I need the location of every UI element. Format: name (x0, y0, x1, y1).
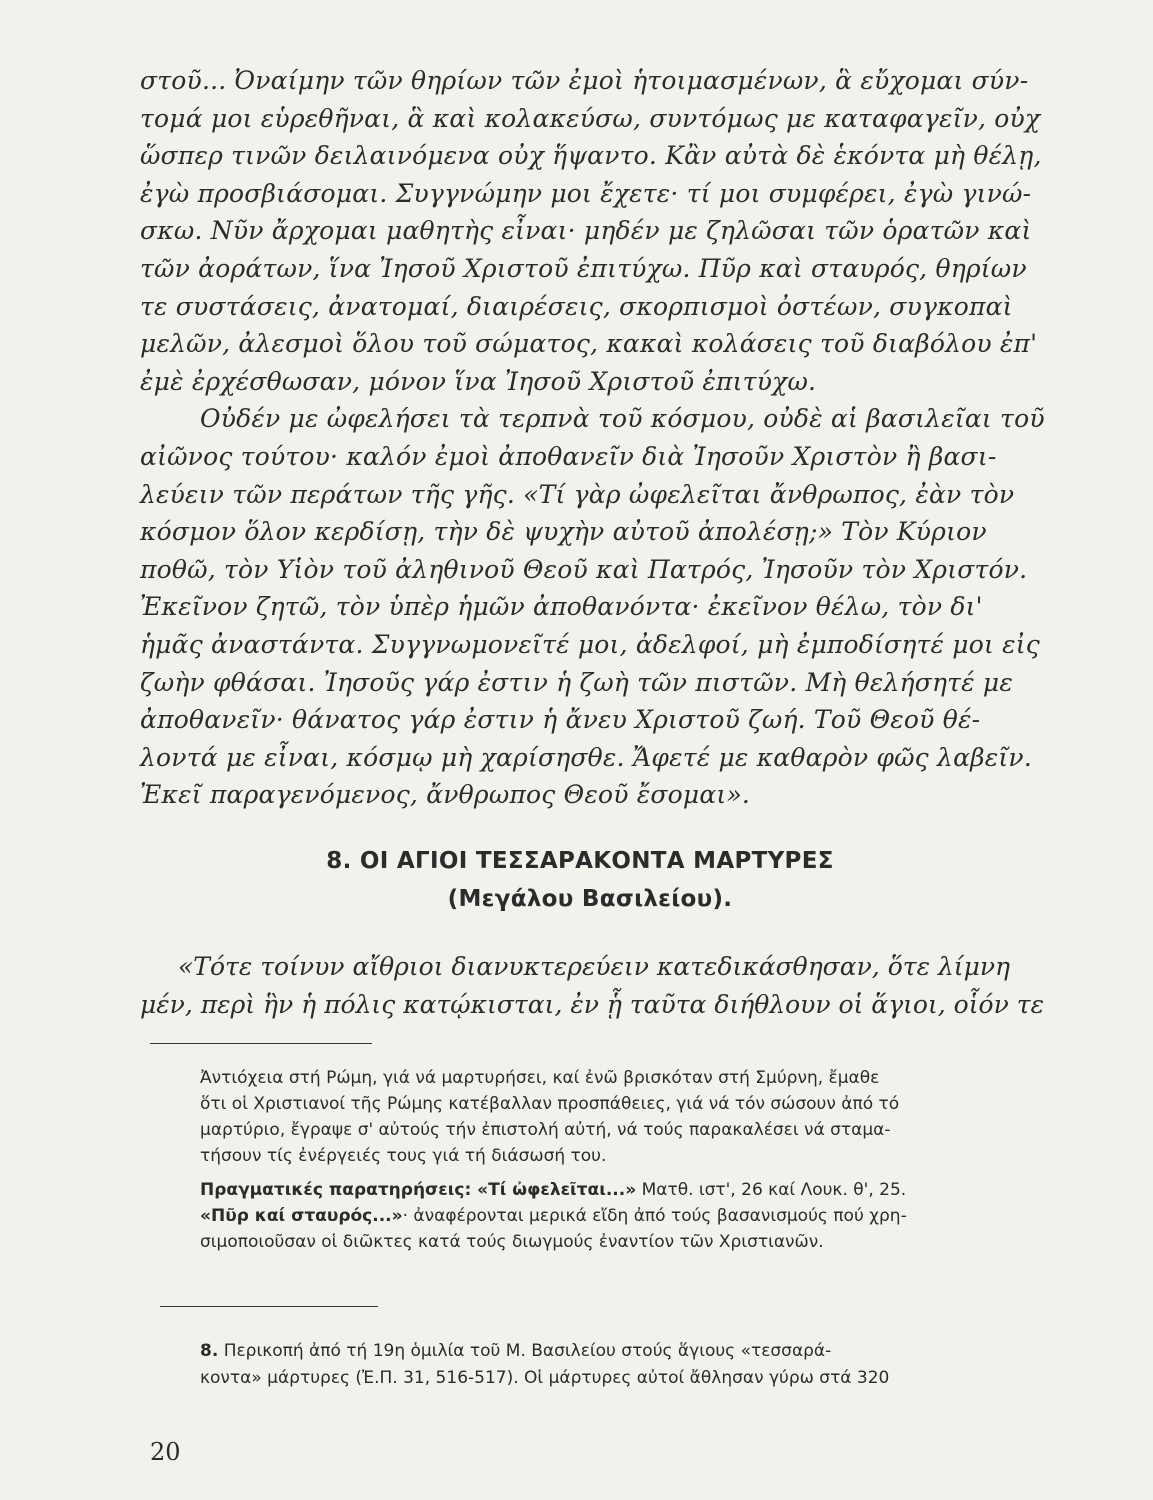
text-line: Ἐκεῖ παραγενόμενος, ἄνθρωπος Θεοῦ ἔσομαι». (140, 780, 751, 810)
footnote-number: 8. (200, 1341, 219, 1361)
text-line: ἡμᾶς ἀναστάντα. Συγγνωμονεῖτέ μοι, ἀδελφοί, μὴ ἐμποδίσητέ μοι εἰς (140, 629, 1040, 659)
note-2-text: · ἀναφέρονται μερικά εἴδη ἀπό τούς βασανισμούς πού χρη- (402, 1206, 907, 1226)
footnote-text: Περικοπή ἀπό τή 19η ὁμιλία τοῦ Μ. Βασιλείου στούς ἅγιους «τεσσαρά- (218, 1341, 832, 1361)
footnote-note-1 (200, 1177, 1060, 1203)
main-text-block (140, 62, 1050, 814)
text-line: λεύειν τῶν περάτων τῆς γῆς. «Τί γὰρ ὠφελεῖται ἄνθρωπος, ἐὰν τὸν (140, 479, 1015, 509)
page-number: 20 (150, 1438, 181, 1466)
text-line: ποθῶ, τὸν Υἱὸν τοῦ ἀληθινοῦ Θεοῦ καὶ Πατρός, Ἰησοῦν τὸν Χριστόν. (140, 554, 1028, 584)
spacer (200, 1169, 1060, 1177)
text-line: σκω. Νῦν ἄρχομαι μαθητὴς εἶναι· μηδέν με ζηλῶσαι τῶν ὁρατῶν καὶ (140, 216, 1032, 246)
note-1-text: Ματθ. ιστ', 26 καί Λουκ. θ', 25. (636, 1180, 907, 1200)
note-1-label: Πραγματικές παρατηρήσεις: «Τί ὠφελεῖται...» (200, 1180, 637, 1200)
chapter-heading (300, 842, 860, 918)
footnote-line (200, 1338, 1060, 1365)
text-line: «Τότε τοίνυν αἴθριοι διανυκτερεύειν κατεδικάσθησαν, ὅτε λίμνη (178, 952, 1011, 981)
chapter-subtitle: (Μεγάλου Βασιλείου). (447, 886, 733, 912)
text-line: τομά μοι εὑρεθῆναι, ἃ καὶ κολακεύσω, συντόμως με καταφαγεῖν, οὐχ (140, 103, 1041, 133)
footnotes-block (200, 1065, 1060, 1255)
text-line: μέν, περὶ ἣν ἡ πόλις κατῴκισται, ἐν ᾗ ταῦτα διήθλουν οἱ ἅγιοι, οἷόν τε (140, 990, 1044, 1019)
footnote-line: κοντα» μάρτυρες (Ἐ.Π. 31, 516-517). Οἱ μάρτυρες αὐτοί ἄθλησαν γύρω στά 320 (200, 1368, 890, 1388)
text-line: λοντά με εἶναι, κόσμῳ μὴ χαρίσησθε. Ἄφετέ με καθαρὸν φῶς λαβεῖν. (140, 742, 1032, 772)
text-line: ζωὴν φθάσαι. Ἰησοῦς γάρ ἐστιν ἡ ζωὴ τῶν πιστῶν. Μὴ θελήσητέ με (140, 667, 1013, 697)
footnote-8 (200, 1338, 1060, 1392)
chapter-title: 8. ΟΙ ΑΓΙΟΙ ΤΕΣΣΑΡΑΚΟΝΤΑ ΜΑΡΤΥΡΕΣ (326, 848, 834, 874)
footnote-divider (160, 1306, 378, 1307)
text-line: ἀποθανεῖν· θάνατος γάρ ἐστιν ἡ ἄνευ Χριστοῦ ζωή. Τοῦ Θεοῦ θέ- (140, 705, 981, 735)
text-line: κόσμον ὅλον κερδίσῃ, τὴν δὲ ψυχὴν αὐτοῦ ἀπολέσῃ;» Τὸν Κύριον (140, 517, 987, 547)
text-line: ἐμὲ ἐρχέσθωσαν, μόνον ἵνα Ἰησοῦ Χριστοῦ ἐπιτύχω. (140, 366, 817, 396)
text-line: τε συστάσεις, ἀνατομαί, διαιρέσεις, σκορπισμοὶ ὀστέων, συγκοπαὶ (140, 291, 1013, 321)
text-line: Οὐδέν με ὠφελήσει τὰ τερπνὰ τοῦ κόσμου, οὐδὲ αἱ βασιλεῖαι τοῦ (200, 404, 1045, 434)
chapter-text-block (140, 948, 1050, 1024)
footnote-line: ὅτι οἱ Χριστιανοί τῆς Ρώμης κατέβαλλαν προσπάθειες, γιά νά τόν σώσουν ἀπό τό (200, 1094, 900, 1114)
note-2-label: «Πῦρ καί σταυρός...» (200, 1206, 403, 1226)
text-line: αἰῶνος τούτου· καλόν ἐμοὶ ἀποθανεῖν διὰ Ἰησοῦν Χριστὸν ἢ βασι- (140, 441, 997, 471)
footnote-line: σιμοποιοῦσαν οἱ διῶκτες κατά τούς διωγμούς ἐναντίον τῶν Χριστιανῶν. (200, 1232, 824, 1252)
footnote-line: τήσουν τίς ἐνέργειές τους γιά τή διάσωσή του. (200, 1146, 607, 1166)
footnote-note-2 (200, 1203, 1060, 1229)
text-line: ἐγὼ προσβιάσομαι. Συγγνώμην μοι ἔχετε· τί μοι συμφέρει, ἐγὼ γινώ- (140, 178, 1032, 208)
text-line: ὥσπερ τινῶν δειλαινόμενα οὐχ ἥψαντο. Κἂν αὐτὰ δὲ ἑκόντα μὴ θέλῃ, (140, 141, 1042, 171)
footnote-line: Ἀντιόχεια στή Ρώμη, γιά νά μαρτυρήσει, καί ἐνῶ βρισκόταν στή Σμύρνη, ἔμαθε (200, 1068, 880, 1088)
text-line: τῶν ἀοράτων, ἵνα Ἰησοῦ Χριστοῦ ἐπιτύχω. Πῦρ καὶ σταυρός, θηρίων (140, 253, 1027, 283)
text-line: μελῶν, ἀλεσμοὶ ὅλου τοῦ σώματος, κακαὶ κολάσεις τοῦ διαβόλου ἐπ' (140, 329, 1038, 359)
footnote-line: μαρτύριο, ἔγραψε σ' αὐτούς τήν ἐπιστολή αὐτή, νά τούς παρακαλέσει νά σταμα- (200, 1120, 891, 1140)
footnote-divider (150, 1043, 372, 1044)
text-line: Ἐκεῖνον ζητῶ, τὸν ὑπὲρ ἡμῶν ἀποθανόντα· ἐκεῖνον θέλω, τὸν δι' (140, 592, 983, 622)
text-line: στοῦ... Ὀναίμην τῶν θηρίων τῶν ἐμοὶ ἡτοιμασμένων, ἃ εὔχομαι σύν- (140, 66, 1029, 95)
